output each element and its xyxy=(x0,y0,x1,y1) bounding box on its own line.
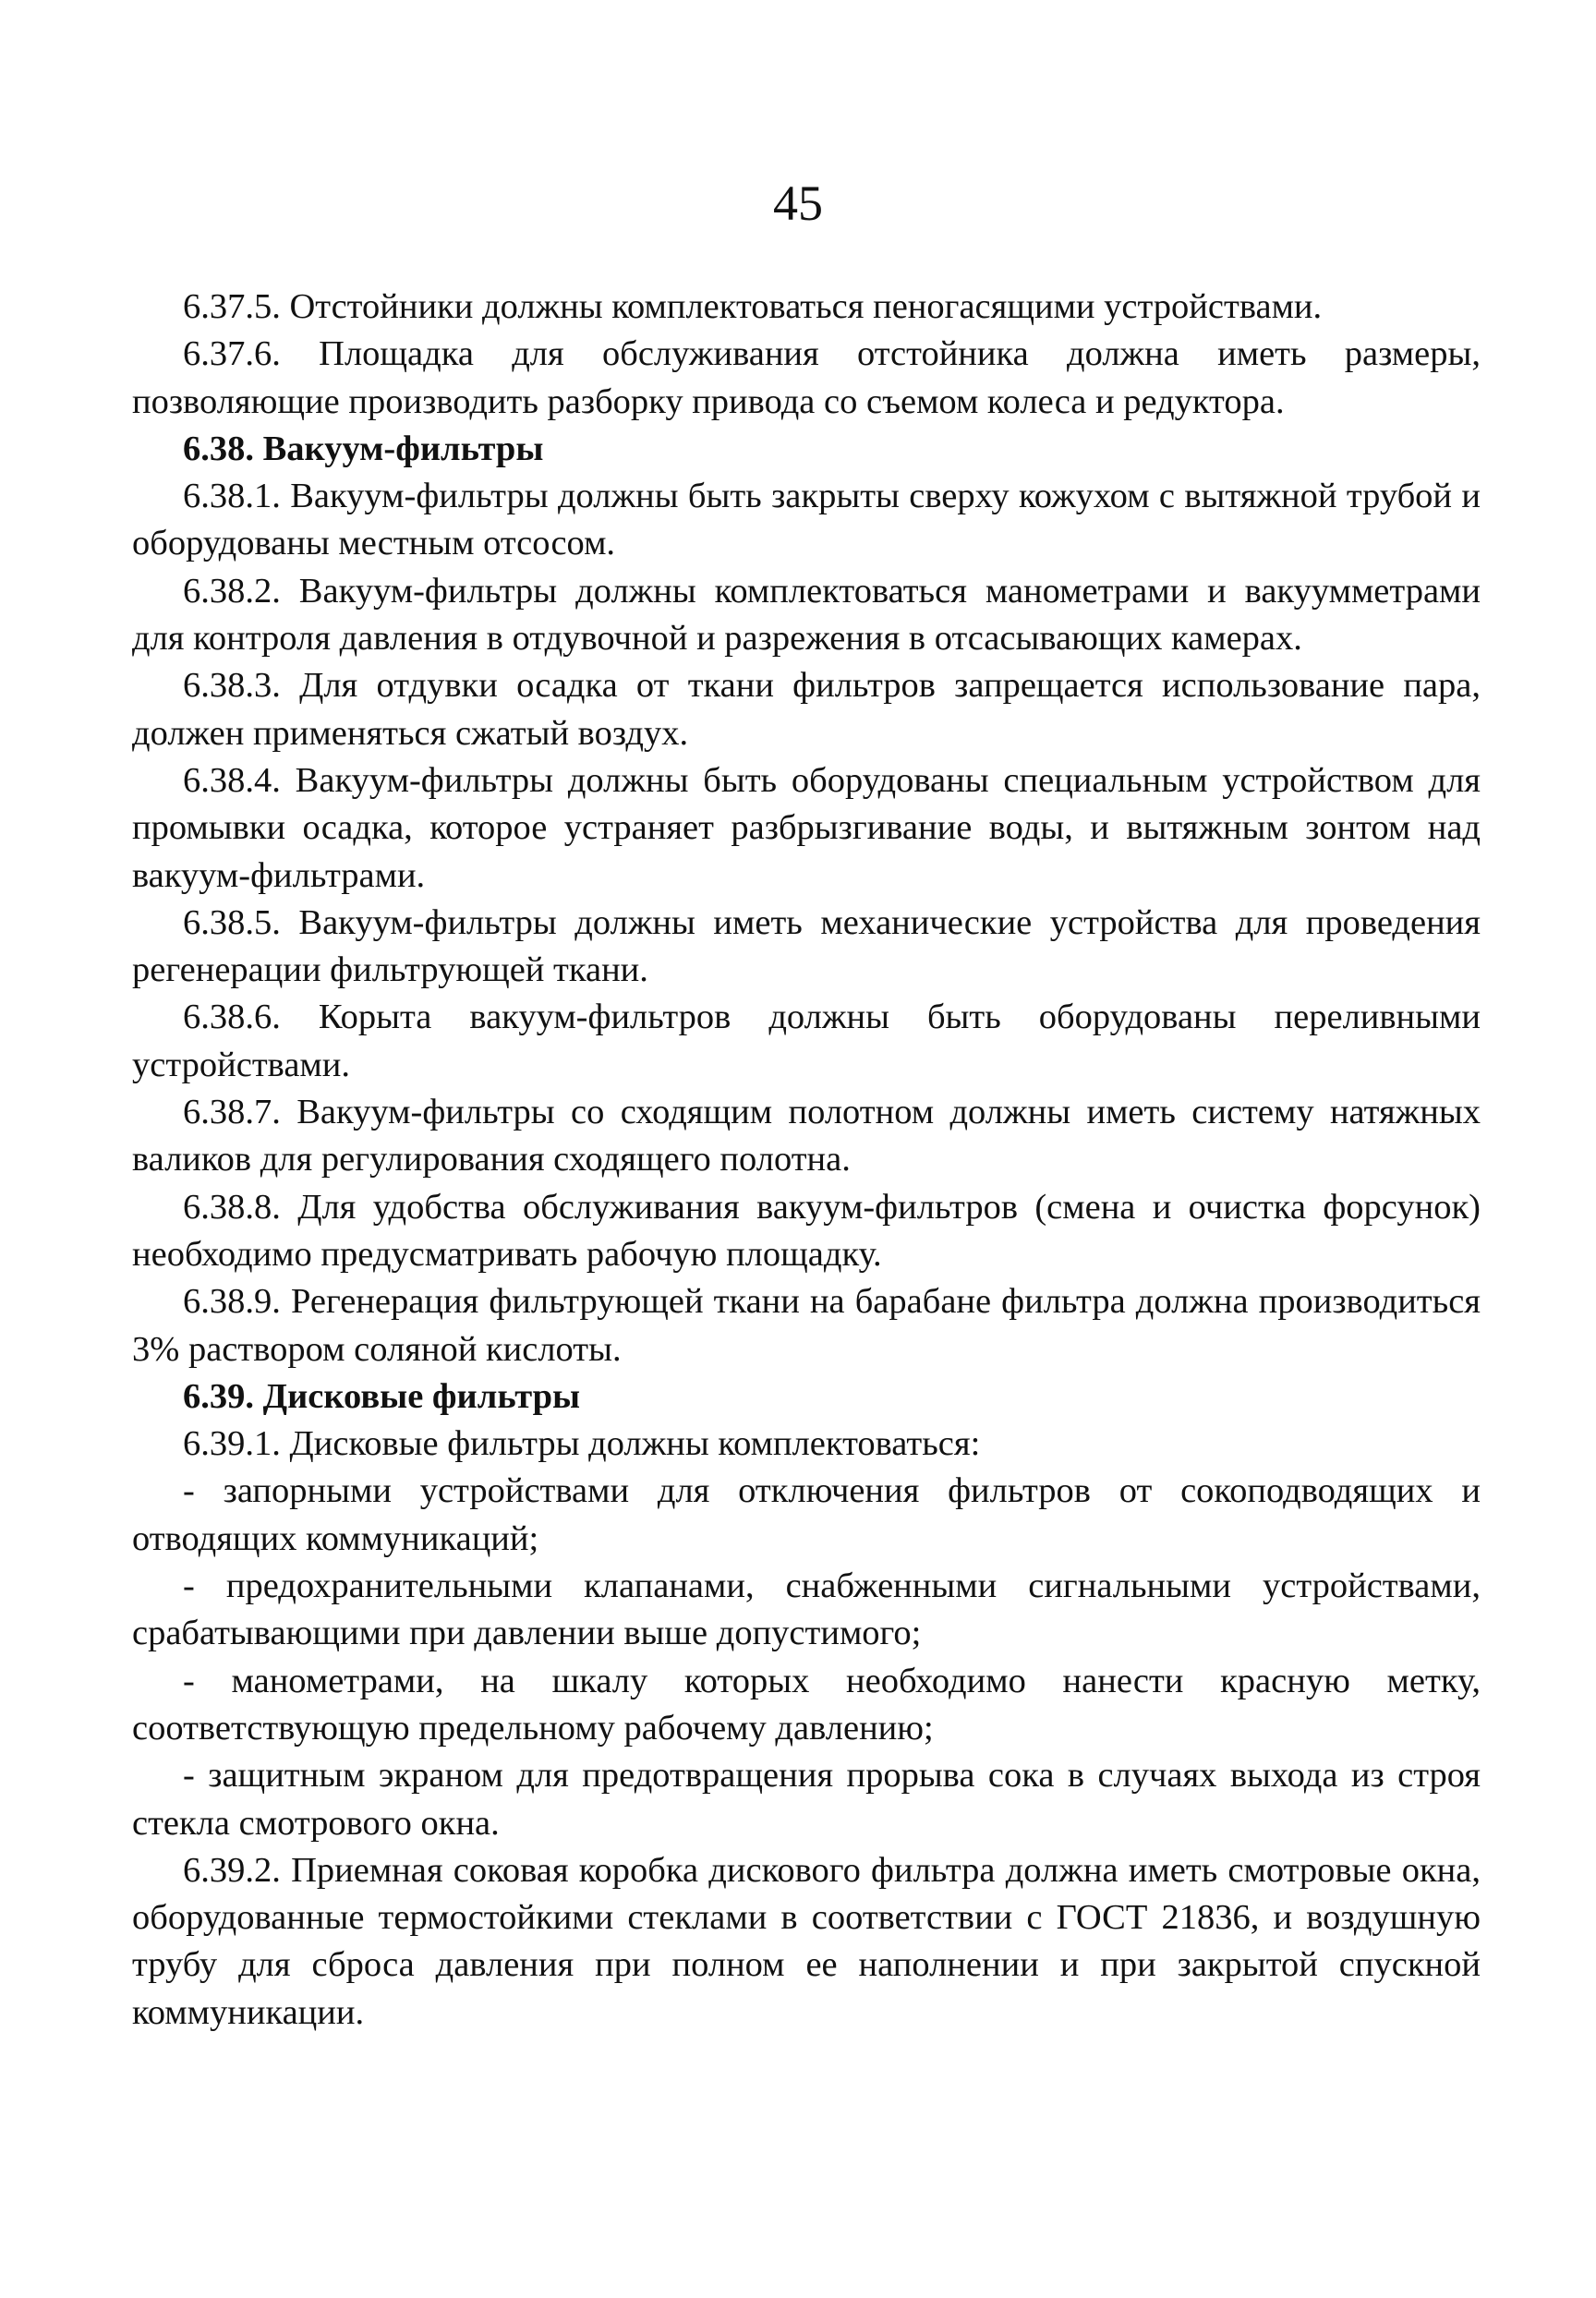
paragraph-6-38-9: 6.38.9. Регенерация фильтрующей ткани на барабане фильтра должна производиться 3% раствором соляной кислоты. xyxy=(132,1282,1481,1369)
section-heading-6-38: 6.38. Вакуум-фильтры xyxy=(183,429,544,468)
paragraph-6-38-4: 6.38.4. Вакуум-фильтры должны быть оборудованы специальным устройством для промывки осадка, которое устраняет разбрызгивание воды, и вытяжным зонтом над вакуум-фильтрами. xyxy=(132,760,1481,895)
paragraph-6-38-3: 6.38.3. Для отдувки осадка от ткани фильтров запрещается использование пара, должен применяться сжатый воздух. xyxy=(132,666,1481,753)
list-item: - запорными устройствами для отключения фильтров от сокоподводящих и отводящих коммуникаций; xyxy=(132,1471,1481,1558)
paragraph-6-39-1: 6.39.1. Дисковые фильтры должны комплектоваться: xyxy=(183,1424,981,1464)
paragraph-6-37-6: 6.37.6. Площадка для обслуживания отстойника должна иметь размеры, позволяющие производить разборку привода со съемом колеса и редуктора. xyxy=(132,334,1481,421)
paragraph-6-37-5: 6.37.5. Отстойники должны комплектоваться пеногасящими устройствами. xyxy=(183,287,1323,326)
list-item: - защитным экраном для предотвращения прорыва сока в случаях выхода из строя стекла смотрового окна. xyxy=(132,1756,1481,1843)
document-body xyxy=(132,284,1481,2037)
paragraph-6-38-2: 6.38.2. Вакуум-фильтры должны комплектоваться манометрами и вакуумметрами для контроля давления в отдувочной и разрежения в отсасывающих камерах. xyxy=(132,571,1481,659)
section-heading-6-39: 6.39. Дисковые фильтры xyxy=(183,1376,581,1416)
paragraph-6-38-8: 6.38.8. Для удобства обслуживания вакуум-фильтров (смена и очистка форсунок) необходимо предусматривать рабочую площадку. xyxy=(132,1187,1481,1274)
list-item: - предохранительными клапанами, снабженными сигнальными устройствами, срабатывающими при давлении выше допустимого; xyxy=(132,1566,1481,1653)
paragraph-6-39-2: 6.39.2. Приемная соковая коробка дискового фильтра должна иметь смотровые окна, оборудованные термостойкими стеклами в соответствии с ГОСТ 21836, и воздушную трубу для сброса давления при полном ее наполнении и при закрытой спускной коммуникации. xyxy=(132,1850,1481,2032)
paragraph-6-38-7: 6.38.7. Вакуум-фильтры со сходящим полотном должны иметь систему натяжных валиков для регулирования сходящего полотна. xyxy=(132,1093,1481,1179)
paragraph-6-38-1: 6.38.1. Вакуум-фильтры должны быть закрыты сверху кожухом с вытяжной трубой и оборудованы местным отсосом. xyxy=(132,477,1481,563)
page-number: 45 xyxy=(773,175,823,231)
list-item: - манометрами, на шкалу которых необходимо нанести красную метку, соответствующую предельному рабочему давлению; xyxy=(132,1661,1481,1748)
paragraph-6-38-6: 6.38.6. Корыта вакуум-фильтров должны быть оборудованы переливными устройствами. xyxy=(132,998,1481,1084)
paragraph-6-38-5: 6.38.5. Вакуум-фильтры должны иметь механические устройства для проведения регенерации фильтрующей ткани. xyxy=(132,902,1481,990)
